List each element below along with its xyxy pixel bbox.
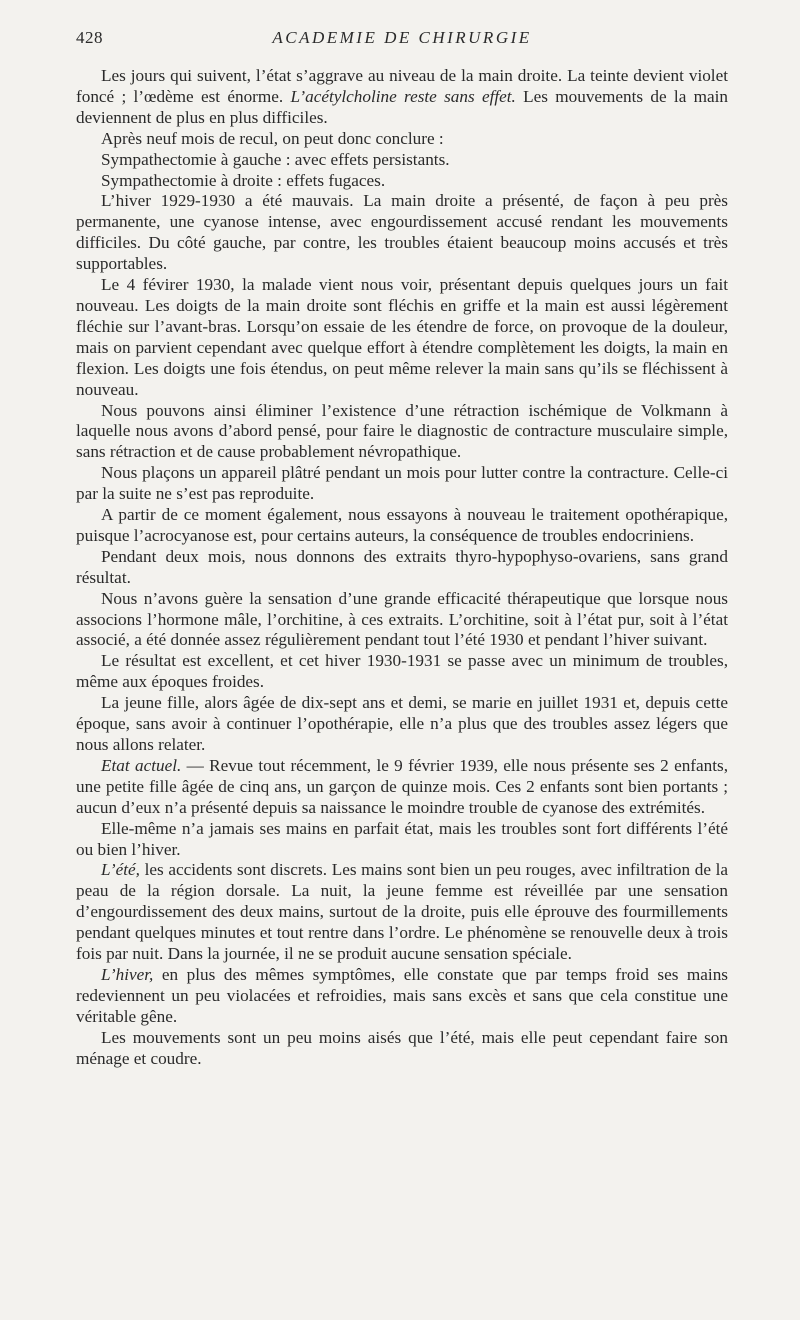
paragraph-15: [76, 819, 728, 861]
paragraph-1: [76, 66, 728, 129]
paragraph-9: [76, 505, 728, 547]
text-run: Pendant deux mois, nous donnons des extraits thyro-hypophyso-ovariens, sans grand résultat.: [76, 546, 728, 587]
paragraph-18: [76, 1028, 728, 1070]
text-run: Le résultat est excellent, et cet hiver 1930-1931 se passe avec un minimum de troubles, même aux époques froides.: [76, 651, 728, 692]
text-run: Elle-même n’a jamais ses mains en parfait état, mais les troubles sont fort différents l’été ou bien l’hiver.: [76, 818, 728, 859]
text-run: Nous plaçons un appareil plâtré pendant un mois pour lutter contre la contracture. Celle-ci par la suite ne s’est pas reproduite.: [76, 463, 728, 504]
page-header: [76, 28, 728, 58]
page-number: 428: [76, 28, 103, 47]
italic-text: Etat actuel.: [101, 755, 182, 775]
running-title: ACADEMIE DE CHIRURGIE: [272, 28, 532, 47]
paragraph-2: [76, 129, 728, 150]
paragraph-8: [76, 463, 728, 505]
text-run: Sympathectomie à droite : effets fugaces.: [101, 170, 386, 190]
paragraph-6: [76, 275, 728, 400]
text-run: — Revue tout récemment, le 9 février 1939, elle nous présente ses 2 enfants, une petite fille âgée de cinq ans, un garçon de quinze mois. Ces 2 enfants sont bien portants ; aucun d’eux n’a présenté depuis sa naissance le moindre trouble de cyanose des extrémités.: [76, 755, 729, 817]
paragraph-10: [76, 547, 728, 589]
paragraph-16: [76, 860, 728, 965]
paragraph-4: [76, 171, 728, 192]
paragraph-17: [76, 965, 728, 1028]
paragraph-13: [76, 693, 728, 756]
paragraph-3: [76, 150, 728, 171]
paragraph-11: [76, 589, 728, 652]
text-run: Sympathectomie à gauche : avec effets persistants.: [101, 149, 450, 169]
text-run: les accidents sont discrets. Les mains sont bien un peu rouges, avec infiltration de la peau de la région dorsale. La nuit, la jeune femme est réveillée par une sensation d’engourdissement des deux mains, surtout de la droite, puis elle éprouve des fourmillements pendant quelques minutes et tout rentre dans l’ordre. Le phénomène se renouvelle deux à trois fois par nuit. Dans la journée, il ne se produit aucune sensation spéciale.: [76, 860, 728, 964]
paragraph-7: [76, 401, 728, 464]
text-run: La jeune fille, alors âgée de dix-sept ans et demi, se marie en juillet 1931 et, depuis cette époque, sans avoir à continuer l’opothérapie, elle n’a plus que des troubles assez légers que nous allons relater.: [76, 693, 728, 754]
text-run: Le 4 févirer 1930, la malade vient nous voir, présentant depuis quelques jours un fait nouveau. Les doigts de la main droite sont fléchis en griffe et la main est aussi légèrement fléchie sur l’avant-bras. Lorsqu’on essaie de les étendre de force, on provoque de la douleur, mais on parvient cependant avec quelque effort à étendre complètement les doigts, la main en flexion. Les doigts une fois étendus, on peut même relever la main sans qu’ils se fléchissent à nouveau.: [76, 275, 728, 399]
text-run: Nous pouvons ainsi éliminer l’existence d’une rétraction ischémique de Volkmann à laquelle nous avons d’abord pensé, pour faire le diagnostic de contracture musculaire simple, sans rétraction et de cause probablement névropathique.: [76, 400, 728, 462]
italic-text: L’acétylcholine reste sans effet.: [290, 86, 516, 106]
paragraph-14: [76, 756, 728, 819]
text-run: L’hiver 1929-1930 a été mauvais. La main droite a présenté, de façon à peu près permanente, une cyanose intense, avec engourdissement accusé rendant les mouvements difficiles. Du côté gauche, par contre, les troubles étaient beaucoup moins accusés et très supportables.: [76, 191, 728, 274]
text-run: Les mouvements sont un peu moins aisés que l’été, mais elle peut cependant faire son ménage et coudre.: [76, 1027, 728, 1068]
text-run: Après neuf mois de recul, on peut donc conclure :: [101, 128, 444, 148]
text-run: Nous n’avons guère la sensation d’une grande efficacité thérapeutique que lorsque nous associons l’hormone mâle, l’orchitine, à ces extraits. L’orchitine, soit à l’état pur, soit à l’état associé, a été donnée assez régulièrement pendant tout l’été 1930 et pendant l’hiver suivant.: [76, 588, 728, 650]
body-text: [76, 66, 728, 1070]
text-run: A partir de ce moment également, nous essayons à nouveau le traitement opothérapique, puisque l’acrocyanose est, pour certains auteurs, la conséquence de troubles endocriniens.: [76, 505, 728, 545]
italic-text: L’été,: [101, 860, 140, 880]
paragraph-12: [76, 651, 728, 693]
text-run: en plus des mêmes symptômes, elle constate que par temps froid ses mains redeviennent un peu violacées et refroidies, mais sans excès et sans que cela constitue une véritable gêne.: [76, 964, 728, 1026]
text-run: Les mouvements de la main deviennent de plus en plus difficiles.: [76, 86, 728, 127]
paragraph-5: [76, 191, 728, 275]
text-run: Les jours qui suivent, l’état s’aggrave au niveau de la main droite. La teinte devient violet foncé ; l’œdème est énorme.: [76, 66, 728, 106]
italic-text: L’hiver,: [101, 964, 154, 984]
